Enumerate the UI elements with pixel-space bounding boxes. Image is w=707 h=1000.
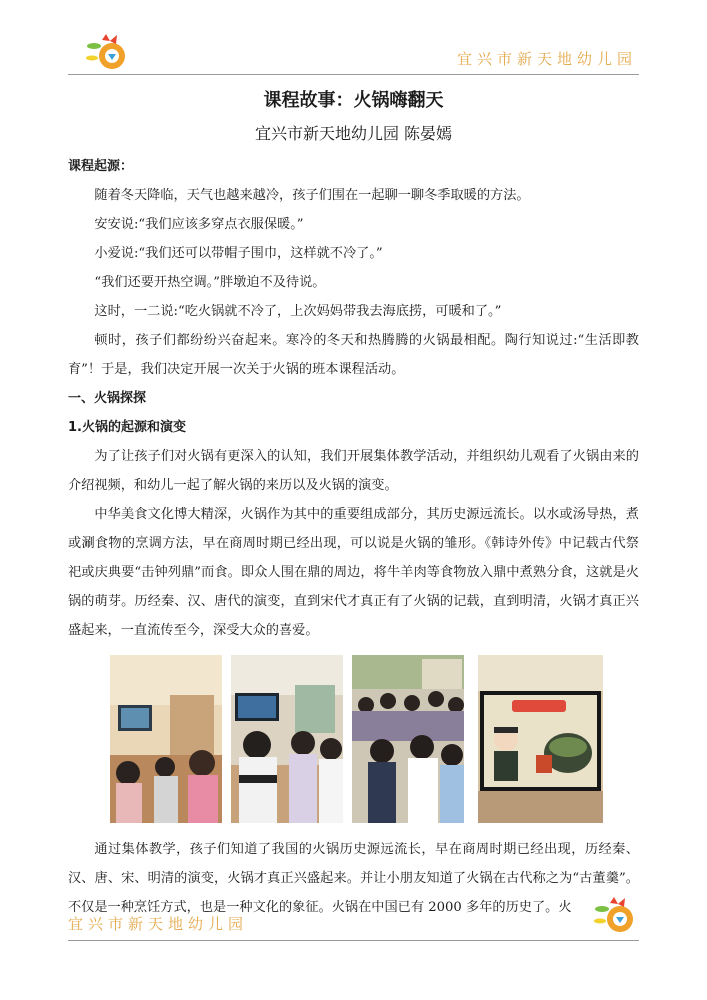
footer-logo-icon: [592, 895, 638, 937]
paragraph: 中华美食文化博大精深，火锅作为其中的重要组成部分，其历史源远流长。以水或汤导热，煮或涮食物的烹调方法，早在商周时期已经出现，可以说是火锅的雏形。《韩诗外传》中记载古代祭祀或庆典要“击钟列鼎”而食。即众人围在鼎的周边，将牛羊肉等食物放入鼎中煮熟分食，这就是火锅的萌芽。历经秦、汉、唐代的演变，直到宋代才真正有了火锅的记载，直到明清，火锅才真正兴盛起来，一直流传至今，深受大众的喜爱。: [68, 507, 639, 638]
paragraph: 为了让孩子们对火锅有更深入的认知，我们开展集体教学活动，并组织幼儿观看了火锅由来的介绍视频，和幼儿一起了解火锅的来历以及火锅的演变。: [68, 449, 639, 493]
document-body: [68, 86, 639, 922]
paragraph: 小爱说:“我们还可以带帽子围巾，这样就不冷了。”: [94, 246, 383, 261]
footer-divider: [68, 940, 639, 941]
section-heading: 一、火锅探探: [68, 391, 147, 406]
children-watching-video-photo: [231, 655, 343, 823]
header-school-name: 宜兴市新天地幼儿园: [456, 50, 637, 68]
document-author: 宜兴市新天地幼儿园 陈晏嫣: [254, 124, 453, 143]
document-title: 课程故事：火锅嗨翻天: [263, 90, 444, 111]
paragraph: 顿时，孩子们都纷纷兴奋起来。寒冷的冬天和热腾腾的火锅最相配。陶行知说过:“生活即教育”！于是，我们决定开展一次关于火锅的班本课程活动。: [68, 333, 639, 377]
paragraph: 安安说:“我们应该多穿点衣服保暖。”: [94, 217, 304, 232]
paragraph: 随着冬天降临，天气也越来越冷，孩子们围在一起聊一聊冬季取暖的方法。: [94, 188, 530, 203]
children-seated-photo: [352, 655, 464, 823]
paragraph: 通过集体教学，孩子们知道了我国的火锅历史源远流长，早在商周时期已经出现，历经秦、汉、唐、宋、明清的演变，火锅才真正兴盛起来。并让小朋友知道了火锅在古代称之为“古董羹”。不仅是一种烹饪方式，也是一种文化的象征。火锅在中国已有 2000 多年的历史了。火: [68, 842, 639, 915]
footer-school-name: 宜兴市新天地幼儿园: [68, 915, 249, 933]
paragraph: “我们还要开热空调。”胖墩迫不及待说。: [94, 275, 326, 290]
paragraph: 这时，一二说:“吃火锅就不冷了，上次妈妈带我去海底捞，可暖和了。”: [94, 304, 502, 319]
classroom-photo: [110, 655, 222, 823]
header-logo-icon: [84, 32, 130, 74]
photo-strip: [110, 655, 639, 823]
subsection-heading: 1.火锅的起源和演变: [68, 420, 186, 435]
origin-heading: 课程起源：: [68, 159, 134, 174]
video-screen-photo: [478, 655, 603, 823]
header-divider: [68, 74, 639, 75]
